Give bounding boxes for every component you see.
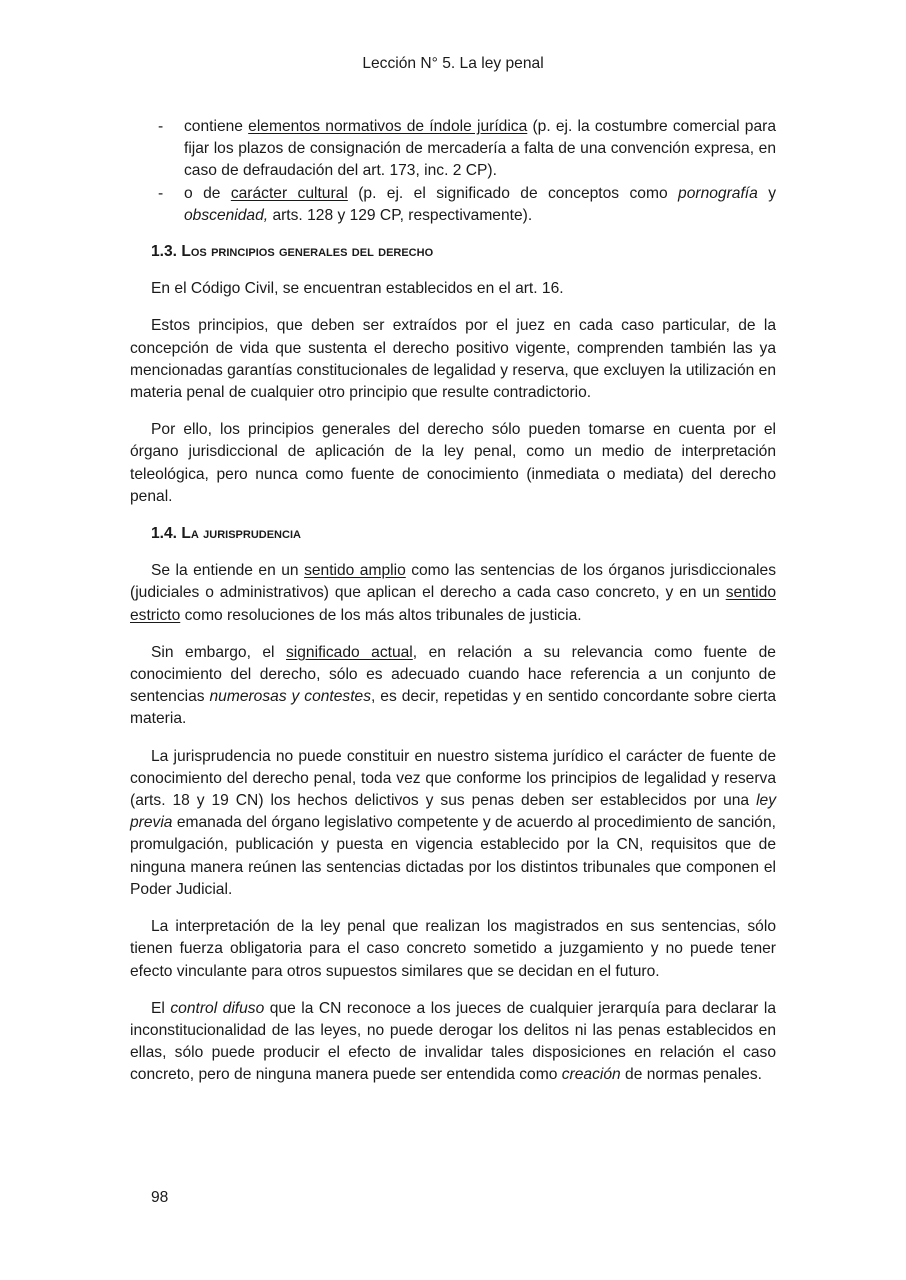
section-number: 1.4.	[151, 525, 182, 543]
italic-term: ley previa	[130, 792, 776, 832]
text-run: que la CN reconoce a los jueces de cualquier jerarquía para declarar la inconstitucionalidad de las leyes, no puede derogar los delitos ni las penas establecidos en ellas, sólo puede producir el efecto de invalidar tales disposiciones en relación el caso concreto, pero de ninguna manera puede ser entendida como	[130, 999, 776, 1084]
underlined-term: carácter cultural	[230, 184, 348, 202]
section-title-initial: L	[181, 525, 191, 543]
paragraph: Por ello, los principios generales del derecho sólo pueden tomarse en cuenta por el órgano jurisdiccional de aplicación de la ley penal, como un medio de interpretación teleológica, pero nunca como fuente de conocimiento (inmediata o mediata) del derecho penal.	[130, 421, 776, 505]
paragraph: En el Código Civil, se encuentran establecidos en el art. 16.	[151, 280, 564, 298]
italic-term: pornografía	[678, 184, 758, 202]
text-run: El	[151, 999, 171, 1017]
underlined-term: sentido amplio	[304, 562, 406, 580]
italic-term: creación	[561, 1066, 621, 1084]
section-title: os principios generales del derecho	[190, 243, 434, 261]
underlined-term: sentido estricto	[130, 584, 776, 624]
page-content	[130, 116, 776, 1087]
text-run: emanada del órgano legislativo competente y de acuerdo al procedimiento de sanción, promulgación, publicación y puesta en vigencia establecido por la CN, requisitos que de ninguna manera reúnen las sentencias dictadas por los distintos tribunales que componen el Poder Judicial.	[130, 814, 776, 898]
paragraph: Estos principios, que deben ser extraídos por el juez en cada caso particular, de la concepción de vida que sustenta el derecho positivo vigente, comprenden también las ya mencionadas garantías constitucionales de legalidad y reserva, que excluyen la utilización en materia penal de cualquier otro principio que resulte contradictorio.	[130, 317, 776, 402]
section-number: 1.3.	[151, 243, 182, 261]
underlined-term: significado actual	[286, 643, 413, 661]
text-run: como resoluciones de los más altos tribunales de justicia.	[180, 606, 582, 624]
italic-term: control difuso	[170, 999, 265, 1017]
underlined-term: elementos normativos de índole jurídica	[248, 118, 528, 135]
bullet-dash: -	[158, 118, 164, 135]
paragraph	[130, 642, 776, 731]
list-item	[130, 183, 776, 227]
bullet-dash: -	[158, 184, 164, 202]
section-heading-1-4	[151, 523, 776, 545]
paragraph: La interpretación de la ley penal que realizan los magistrados en sus sentencias, sólo tienen fuerza obligatoria para el caso concreto sometido a juzgamiento y no puede tener efecto vinculante para otros supuestos similares que se decidan en el futuro.	[130, 918, 776, 980]
text-run: arts. 128 y 129 CP, respectivamente).	[268, 206, 533, 224]
text-run: La jurisprudencia no puede constituir en nuestro sistema jurídico el carácter de fuente de conocimiento del derecho penal, toda vez que conforme los principios de legalidad y reserva (arts. 18 y 19 CN) los hechos delictivos y sus penas deben ser establecidos por una	[130, 747, 776, 810]
paragraph	[130, 998, 776, 1087]
text-run: , es decir, repetidas y en sentido concordante sobre cierta materia.	[130, 688, 776, 728]
paragraph	[130, 746, 776, 901]
list-item	[130, 116, 776, 183]
text-run: , en relación a su relevancia como fuente de conocimiento del derecho, sólo es adecuado cuando hace referencia a un conjunto de sentencias	[130, 643, 776, 706]
text-run: de normas penales.	[620, 1066, 762, 1084]
text-run: (p. ej. el significado de conceptos como	[347, 184, 679, 202]
bullet-list	[130, 116, 776, 227]
text-run: Se la entiende en un	[151, 562, 305, 580]
page-number: 98	[151, 1189, 169, 1206]
text-run: contiene	[184, 118, 249, 135]
text-run: y	[757, 184, 776, 202]
italic-term: obscenidad,	[184, 206, 269, 224]
section-heading-1-3	[151, 241, 776, 263]
text-run: como las sentencias de los órganos jurisdiccionales (judiciales o administrativos) que aplican el derecho a cada caso concreto, y en un	[130, 562, 776, 602]
text-run: (p. ej. la costumbre comercial para fijar los plazos de consignación de mercadería a falta de una convención expresa, en caso de defraudación del art. 173, inc. 2 CP).	[184, 118, 776, 180]
paragraph	[130, 560, 776, 627]
text-run: Sin embargo, el	[151, 643, 286, 661]
section-title-initial: L	[181, 243, 191, 261]
running-header: Lección N° 5. La ley penal	[362, 55, 544, 72]
italic-term: numerosas y contestes	[209, 688, 372, 706]
text-run: o de	[184, 184, 231, 202]
section-title: a jurisprudencia	[190, 525, 301, 543]
